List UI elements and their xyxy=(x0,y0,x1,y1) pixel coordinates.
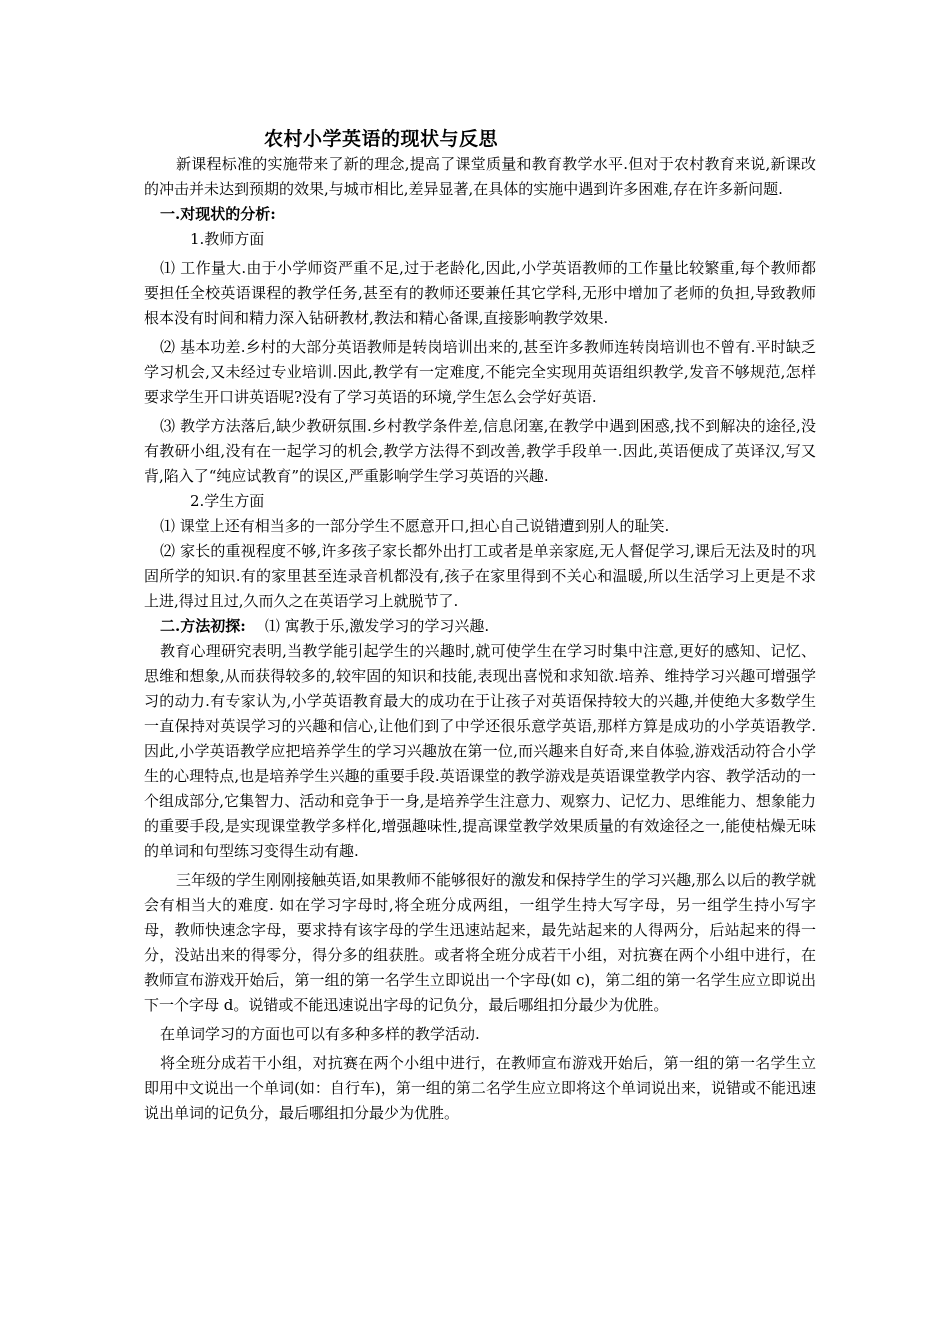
method-paragraph-2: 三年级的学生刚刚接触英语,如果教师不能够很好的激发和保持学生的学习兴趣,那么以后的教学就会有相当大的难度. 如在学习字母时,将全班分成两组，一组学生持大写字母，另一组学生持小写字母，教师快速念字母，要求持有该字母的学生迅速站起来，最先站起来的人得两分，后站起来的得一分，没站出来的得零分，得分多的组获胜。或者将全班分成若干小组，对抗赛在两个小组中进行，在教师宣布游戏开始后，第一组的第一名学生立即说出一个字母(如 c)，第二组的第一名学生应立即说出下一个字母 d。说错或不能迅速说出字母的记负分，最后哪组扣分最少为优胜。 xyxy=(144,871,816,1014)
section1-heading: 一.对现状的分析: xyxy=(160,205,276,223)
method-paragraph-4: 将全班分成若干小组，对抗赛在两个小组中进行，在教师宣布游戏开始后，第一组的第一名学生立即用中文说出一个单词(如：自行车)，第一组的第二名学生应立即将这个单词说出来，说错或不能迅速说出单词的记负分，最后哪组扣分最少为优胜。 xyxy=(144,1054,816,1122)
teacher-subheading: 1.教师方面 xyxy=(190,230,265,248)
teacher-point-1: ⑴ 工作量大.由于小学师资严重不足,过于老龄化,因此,小学英语教师的工作量比较繁重,每个教师都要担任全校英语课程的教学任务,甚至有的教师还要兼任其它学科,无形中增加了老师的负担,导致教师根本没有时间和精力深入钻研教材,教法和精心备课,直接影响教学效果. xyxy=(144,259,816,327)
teacher-point-3: ⑶ 教学方法落后,缺少教研氛围.乡村教学条件差,信息闭塞,在教学中遇到困惑,找不到解决的途径,没有教研小组,没有在一起学习的机会,教学方法得不到改善,教学手段单一.因此,英语便成了英译汉,写又背,陷入了“纯应试教育”的误区,严重影响学生学习英语的兴趣. xyxy=(144,417,816,485)
document-title: 农村小学英语的现状与反思 xyxy=(264,128,499,150)
section2-line xyxy=(144,614,816,639)
student-point-2: ⑵ 家长的重视程度不够,许多孩子家长都外出打工或者是单亲家庭,无人督促学习,课后无法及时的巩固所学的知识.有的家里甚至连录音机都没有,孩子在家里得到不关心和温暖,所以生活学习上更是不求上进,得过且过,久而久之在英语学习上就脱节了. xyxy=(144,542,816,610)
teacher-point-2: ⑵ 基本功差.乡村的大部分英语教师是转岗培训出来的,甚至许多教师连转岗培训也不曾有.平时缺乏学习机会,又未经过专业培训.因此,教学有一定难度,不能完全实现用英语组织教学,发音不够规范,怎样要求学生开口讲英语呢?没有了学习英语的环境,学生怎么会学好英语. xyxy=(144,338,816,406)
method-paragraph-1: 教育心理研究表明,当教学能引起学生的兴趣时,就可使学生在学习时集中注意,更好的感知、记忆、思维和想象,从而获得较多的,较牢固的知识和技能,表现出喜悦和求知欲.培养、维持学习兴趣可增强学习的动力.有专家认为,小学英语教育最大的成功在于让孩子对英语保持较大的兴趣,并使绝大多数学生一直保持对英误学习的兴趣和信心,让他们到了中学还很乐意学英语,那样方算是成功的小学英语教学.因此,小学英语教学应把培养学生的学习兴趣放在第一位,而兴趣来自好奇,来自体验,游戏活动符合小学生的心理特点,也是培养学生兴趣的重要手段.英语课堂的教学游戏是英语课堂教学内容、教学活动的一个组成部分,它集智力、活动和竞争于一身,是培养学生注意力、观察力、记忆力、思维能力、想象能力的重要手段,是实现课堂教学多样化,增强趣味性,提高课堂教学效果质量的有效途径之一,能使枯燥无味的单词和句型练习变得生动有趣. xyxy=(144,642,816,860)
method-paragraph-3: 在单词学习的方面也可以有多种多样的教学活动. xyxy=(160,1025,480,1043)
section2-heading: 二.方法初探: xyxy=(160,617,246,635)
document-body xyxy=(144,126,816,1126)
intro-paragraph: 新课程标准的实施带来了新的理念,提高了课堂质量和教育教学水平.但对于农村教育来说,新课改的冲击并未达到预期的效果,与城市相比,差异显著,在具体的实施中遇到许多困难,存在许多新问题. xyxy=(144,155,816,198)
student-subheading: 2.学生方面 xyxy=(190,492,265,510)
section2-first-point: ⑴ 寓教于乐,激发学习的学习兴趣. xyxy=(264,617,490,635)
student-point-1: ⑴ 课堂上还有相当多的一部分学生不愿意开口,担心自己说错遭到别人的耻笑. xyxy=(160,517,670,535)
